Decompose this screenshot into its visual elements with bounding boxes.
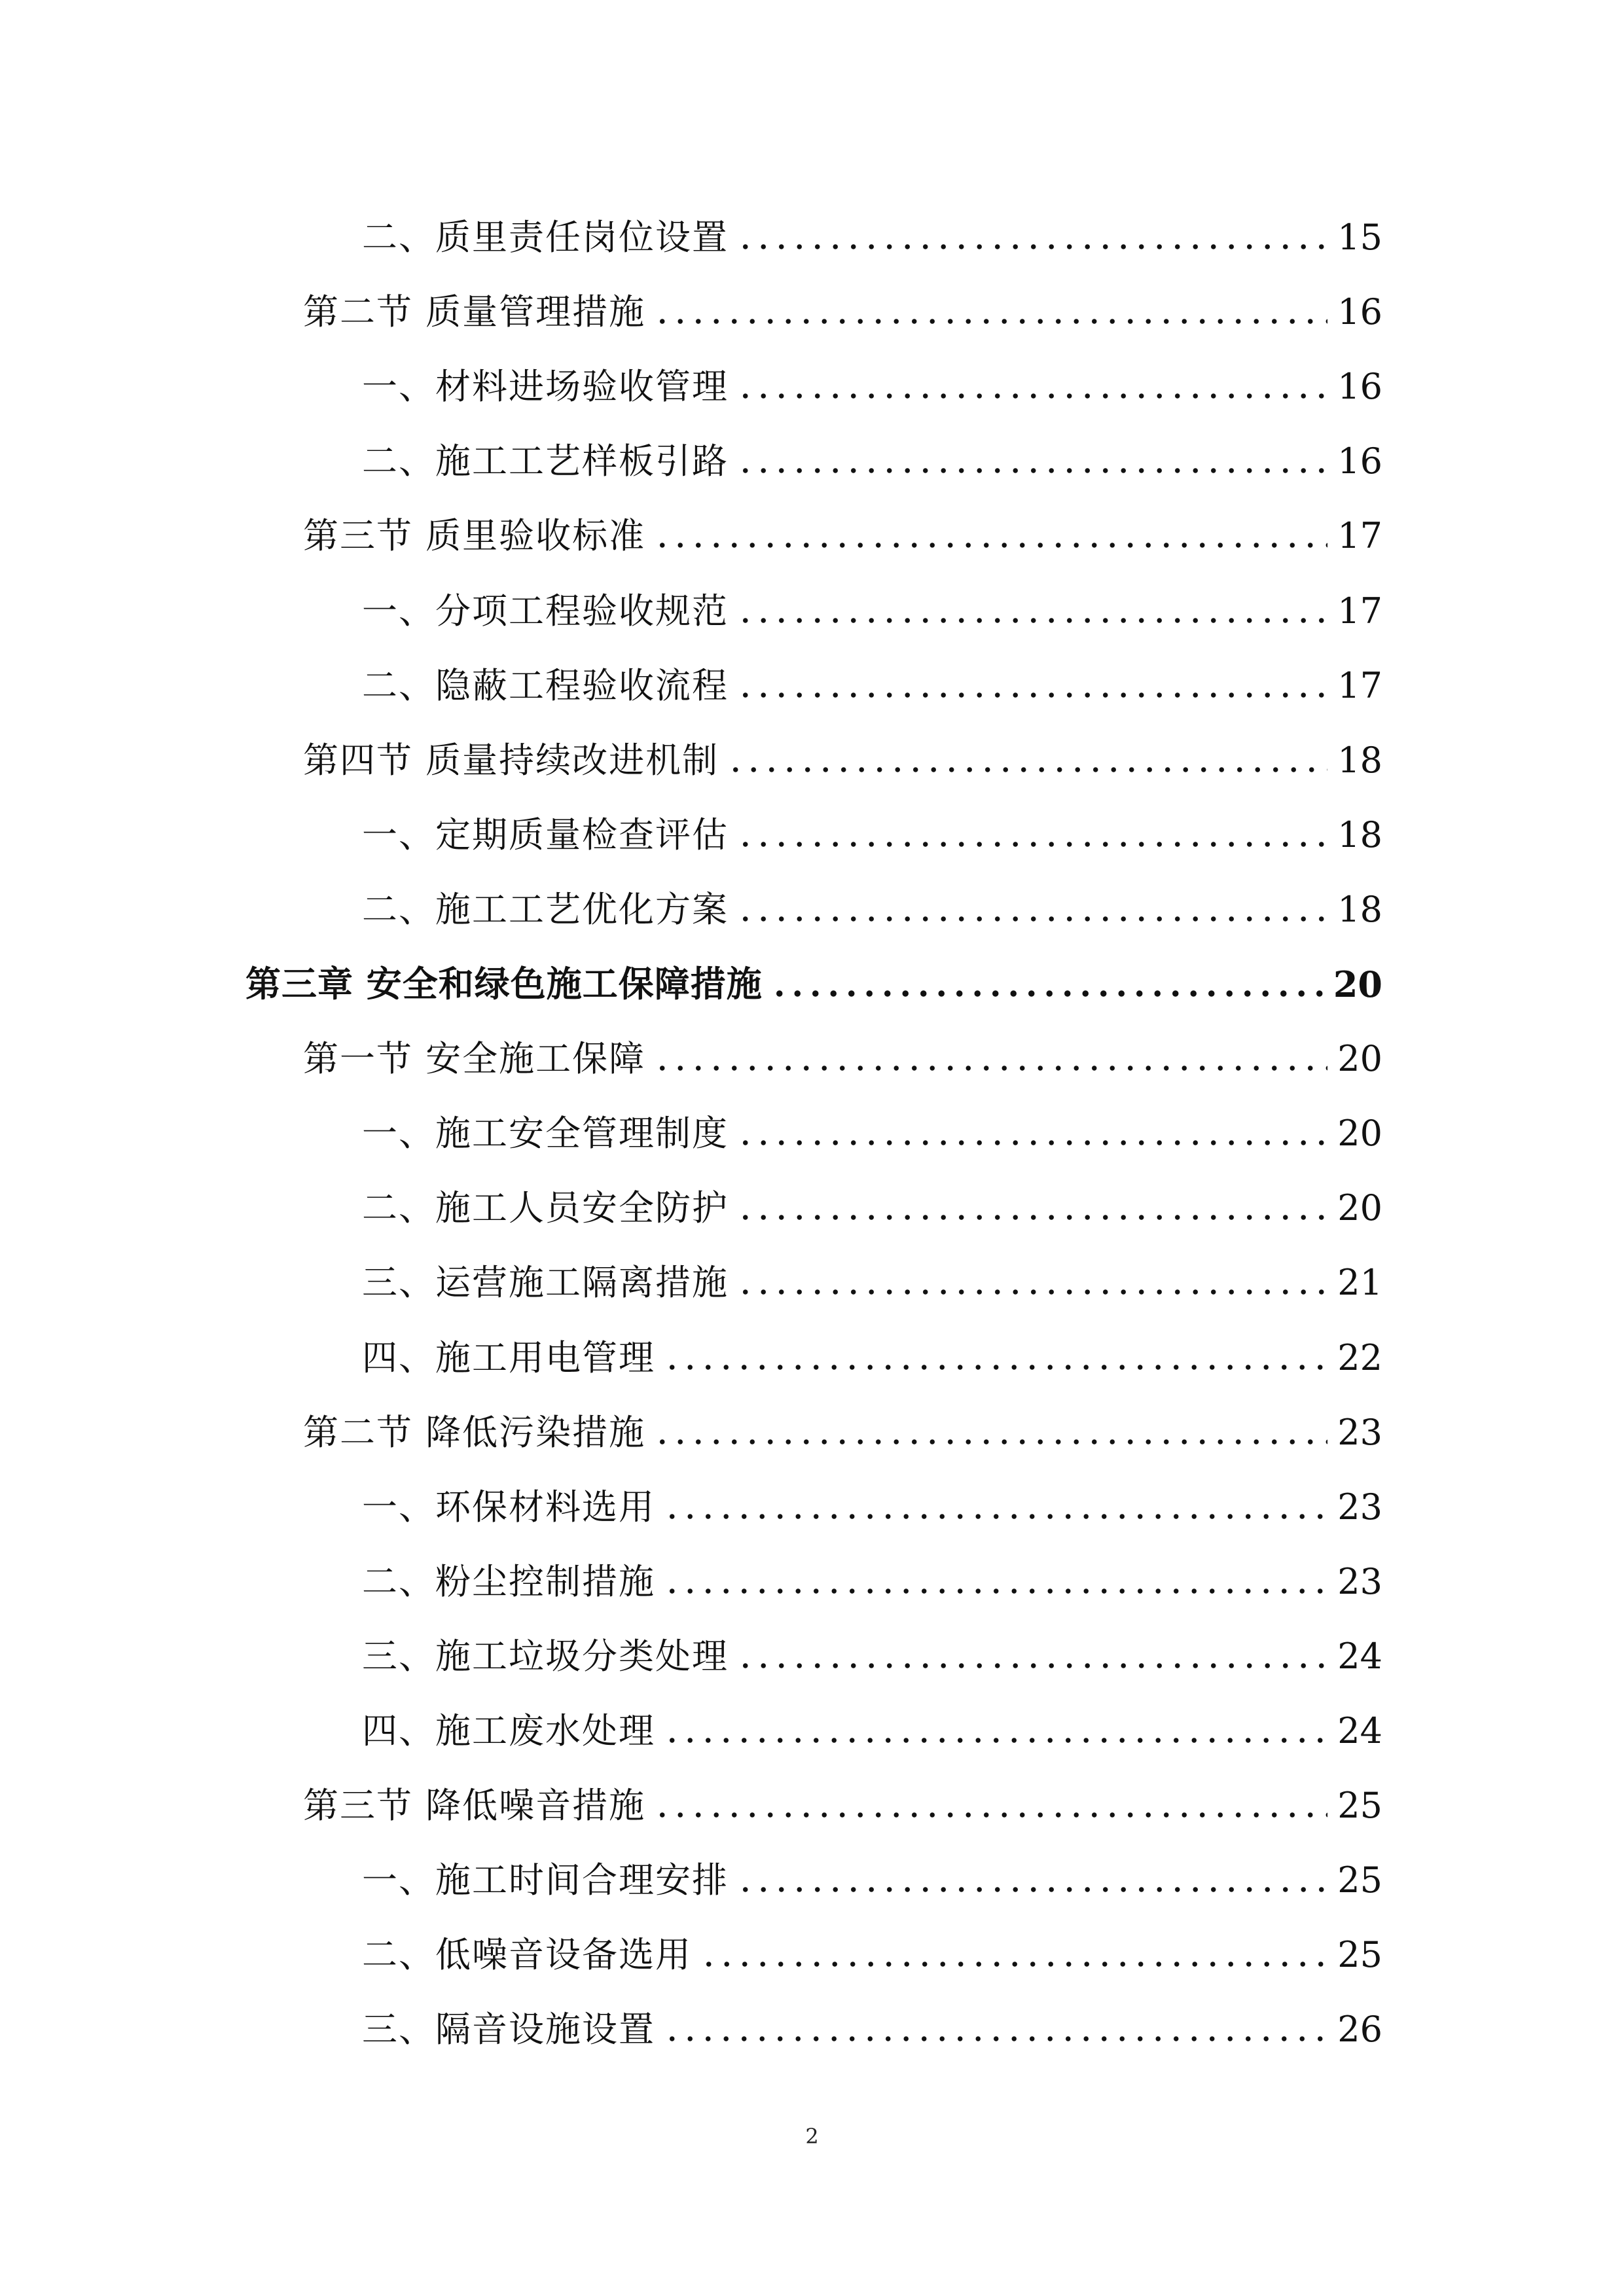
toc-entry-label: 三、施工垃圾分类处理	[362, 1635, 729, 1677]
toc-entry-sub[interactable]	[362, 1835, 1382, 1901]
toc-dot-leader	[736, 691, 1327, 700]
toc-entry-page: 18	[1337, 739, 1382, 781]
toc-dot-leader	[736, 242, 1327, 251]
toc-entry-label: 第三节 降低噪音措施	[303, 1785, 646, 1827]
toc-entry-section[interactable]	[303, 1388, 1382, 1453]
toc-entry-label: 一、施工安全管理制度	[362, 1113, 729, 1155]
toc-entry-page: 17	[1337, 590, 1382, 632]
toc-entry-section[interactable]	[303, 1761, 1382, 1827]
toc-entry-sub[interactable]	[362, 566, 1382, 632]
toc-entry-page: 26	[1337, 2009, 1382, 2051]
toc-entry-label: 第三章 安全和绿色施工保障措施	[245, 963, 763, 1005]
toc-entry-sub[interactable]	[362, 342, 1382, 408]
toc-entry-label: 一、材料进场验收管理	[362, 366, 729, 408]
toc-dot-leader	[700, 1960, 1327, 1969]
toc-dot-leader	[653, 1810, 1327, 1820]
toc-entry-sub[interactable]	[362, 1537, 1382, 1600]
toc-dot-leader	[736, 391, 1327, 401]
toc-dot-leader	[663, 1512, 1327, 1521]
toc-entry-label: 一、定期质量检查评估	[362, 814, 729, 855]
toc-dot-leader	[653, 1437, 1327, 1446]
toc-entry-label: 二、施工人员安全防护	[362, 1187, 729, 1229]
toc-entry-section[interactable]	[303, 715, 1382, 781]
toc-entry-page: 23	[1337, 1411, 1382, 1453]
toc-entry-label: 第三节 质里验收标准	[303, 515, 646, 557]
toc-dot-leader	[727, 765, 1327, 774]
toc-entry-sub[interactable]	[362, 1238, 1382, 1304]
toc-entry-sub[interactable]	[362, 1088, 1382, 1155]
toc-entry-sub[interactable]	[362, 1313, 1382, 1376]
toc-entry-sub[interactable]	[362, 1910, 1382, 1976]
toc-entry-chapter[interactable]	[245, 939, 1382, 1005]
toc-entry-page: 18	[1337, 888, 1382, 930]
toc-entry-sub[interactable]	[362, 416, 1382, 482]
toc-entry-label: 一、施工时间合理安排	[362, 1859, 729, 1901]
toc-entry-page: 16	[1337, 440, 1382, 482]
toc-dot-leader	[663, 2034, 1327, 2043]
toc-entry-sub[interactable]	[362, 1611, 1382, 1677]
toc-entry-page: 15	[1337, 217, 1382, 258]
toc-entry-label: 二、低噪音设备选用	[362, 1934, 692, 1976]
toc-dot-leader	[770, 989, 1324, 998]
toc-entry-section[interactable]	[303, 267, 1382, 333]
toc-entry-label: 第四节 质量持续改进机制	[303, 739, 719, 781]
toc-entry-page: 17	[1337, 515, 1382, 557]
toc-entry-label: 二、隐蔽工程验收流程	[362, 664, 729, 706]
toc-entry-page: 16	[1337, 291, 1382, 333]
toc-entry-sub[interactable]	[362, 865, 1382, 930]
toc-entry-section[interactable]	[303, 491, 1382, 557]
toc-entry-page: 25	[1337, 1934, 1382, 1976]
toc-entry-page: 20	[1337, 1113, 1382, 1155]
toc-entry-page: 23	[1337, 1486, 1382, 1528]
toc-entry-sub[interactable]	[362, 1163, 1382, 1229]
toc-dot-leader	[736, 914, 1327, 924]
toc-entry-page: 24	[1337, 1635, 1382, 1677]
toc-entry-label: 四、施工用电管理	[362, 1336, 655, 1378]
toc-entry-page: 16	[1337, 366, 1382, 408]
toc-dot-leader	[653, 1064, 1327, 1073]
page-number: 2	[805, 2124, 819, 2149]
toc-entry-label: 二、质里责任岗位设置	[362, 217, 729, 258]
toc-entry-page: 20	[1337, 1038, 1382, 1080]
toc-dot-leader	[663, 1363, 1327, 1372]
toc-entry-page: 20	[1333, 963, 1382, 1005]
toc-dot-leader	[653, 317, 1327, 326]
toc-dot-leader	[736, 840, 1327, 849]
toc-entry-label: 三、运营施工隔离措施	[362, 1262, 729, 1304]
toc-entry-page: 17	[1337, 664, 1382, 706]
toc-dot-leader	[736, 1287, 1327, 1297]
toc-entry-label: 第二节 质量管理措施	[303, 291, 646, 333]
toc-dot-leader	[736, 1661, 1327, 1670]
toc-entry-sub[interactable]	[362, 1984, 1382, 2051]
toc-entry-label: 一、环保材料选用	[362, 1486, 655, 1528]
toc-dot-leader	[663, 1587, 1327, 1596]
toc-dot-leader	[736, 466, 1327, 475]
toc-entry-label: 二、粉尘控制措施	[362, 1560, 655, 1602]
toc-entry-page: 23	[1337, 1560, 1382, 1602]
toc-entry-label: 四、施工废水处理	[362, 1710, 655, 1751]
toc-entry-label: 三、隔音设施设置	[362, 2009, 655, 2051]
toc-dot-leader	[663, 1736, 1327, 1745]
toc-entry-page: 18	[1337, 814, 1382, 855]
toc-entry-sub[interactable]	[362, 790, 1382, 853]
toc-entry-sub[interactable]	[362, 1462, 1382, 1528]
toc-entry-page: 25	[1337, 1859, 1382, 1901]
toc-dot-leader	[736, 1138, 1327, 1147]
toc-entry-label: 第二节 降低污染措施	[303, 1411, 646, 1453]
toc-entry-label: 二、施工工艺优化方案	[362, 888, 729, 930]
toc-entry-sub[interactable]	[362, 641, 1382, 704]
toc-entry-sub[interactable]	[362, 1686, 1382, 1749]
toc-dot-leader	[736, 1213, 1327, 1222]
toc-entry-label: 一、分项工程验收规范	[362, 590, 729, 632]
toc-entry-page: 20	[1337, 1187, 1382, 1229]
toc-entry-page: 22	[1337, 1336, 1382, 1378]
toc-entry-page: 21	[1337, 1262, 1382, 1304]
toc-entry-label: 二、施工工艺样板引路	[362, 440, 729, 482]
toc-entry-section[interactable]	[303, 1014, 1382, 1080]
toc-entry-page: 25	[1337, 1785, 1382, 1827]
toc-dot-leader	[653, 541, 1327, 550]
toc-entry-sub[interactable]	[362, 192, 1382, 258]
toc-dot-leader	[736, 616, 1327, 625]
toc-entry-label: 第一节 安全施工保障	[303, 1038, 646, 1080]
toc-entry-page: 24	[1337, 1710, 1382, 1751]
toc-dot-leader	[736, 1885, 1327, 1894]
